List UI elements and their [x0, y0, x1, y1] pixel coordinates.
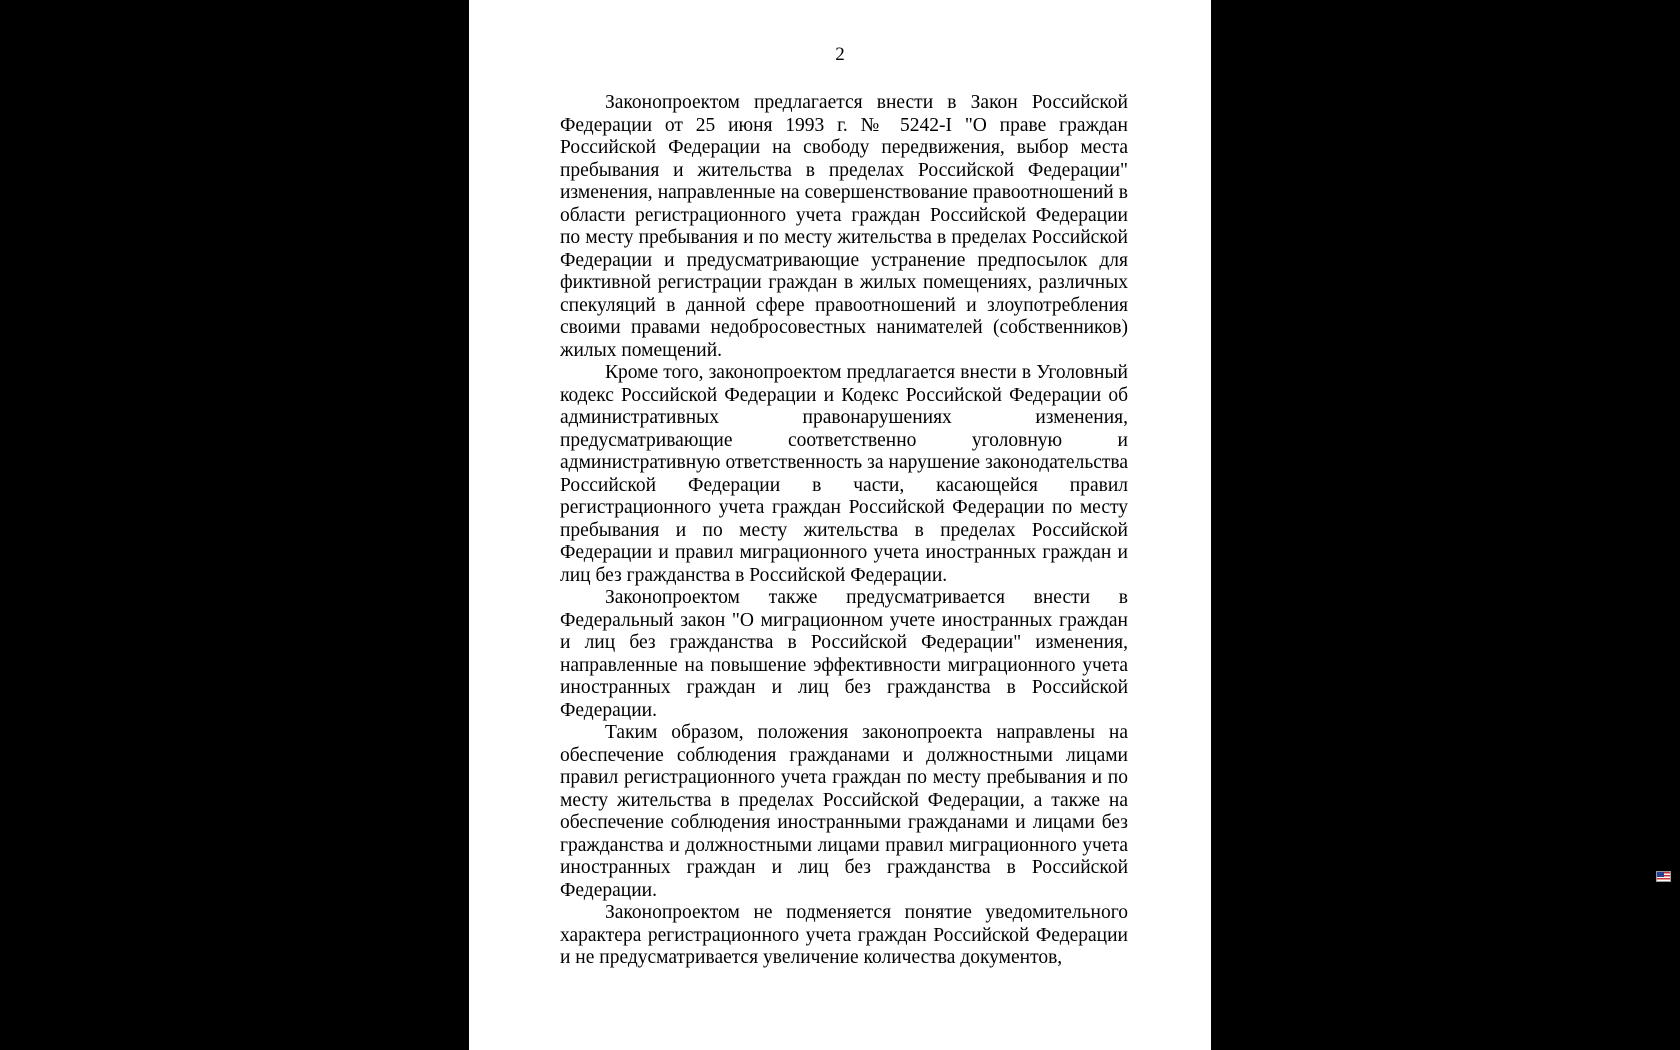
page-number: 2 [835, 44, 845, 65]
paragraph-2: Кроме того, законопроектом предлагается внести в Уголовный кодекс Российской Федерации и Кодекс Российской Федерации об административных правонарушениях изменения, предусматривающие соответственно уголовную и административную ответственность за нарушение законодательства Российской Федерации в части, касающейся правил регистрационного учета граждан Российской Федерации по месту пребывания и по месту жительства в пределах Российской Федерации и правил миграционного учета иностранных граждан и лиц без гражданства в Российской Федерации. [560, 362, 1128, 586]
us-flag-icon[interactable] [1656, 871, 1671, 882]
paragraph-1: Законопроектом предлагается внести в Закон Российской Федерации от 25 июня 1993 г. № 5242-I "О праве граждан Российской Федерации на свободу передвижения, выбор места пребывания и жительства в пределах Российской Федерации" изменения, направленные на совершенствование правоотношений в области регистрационного учета граждан Российской Федерации по месту пребывания и по месту жительства в пределах Российской Федерации и предусматривающие устранение предпосылок для фиктивной регистрации граждан в жилых помещениях, различных спекуляций в данной сфере правоотношений и злоупотребления своими правами недобросовестных нанимателей (собственников) жилых помещений. [560, 92, 1128, 361]
paragraph-4: Таким образом, положения законопроекта направлены на обеспечение соблюдения гражданами и должностными лицами правил регистрационного учета граждан по месту пребывания и по месту жительства в пределах Российской Федерации, а также на обеспечение соблюдения иностранными гражданами и лицами без гражданства и должностными лицами правил миграционного учета иностранных граждан и лиц без гражданства в Российской Федерации. [560, 722, 1128, 901]
document-page [469, 0, 1211, 1050]
flag-canton [1657, 872, 1664, 877]
paragraph-3: Законопроектом также предусматривается внести в Федеральный закон "О миграционном учете иностранных граждан и лиц без гражданства в Российской Федерации" изменения, направленные на повышение эффективности миграционного учета иностранных граждан и лиц без гражданства в Российской Федерации. [560, 587, 1128, 721]
paragraph-5: Законопроектом не подменяется понятие уведомительного характера регистрационного учета граждан Российской Федерации и не предусматривается увеличение количества документов, [560, 902, 1128, 968]
page-text-body [560, 92, 1128, 970]
